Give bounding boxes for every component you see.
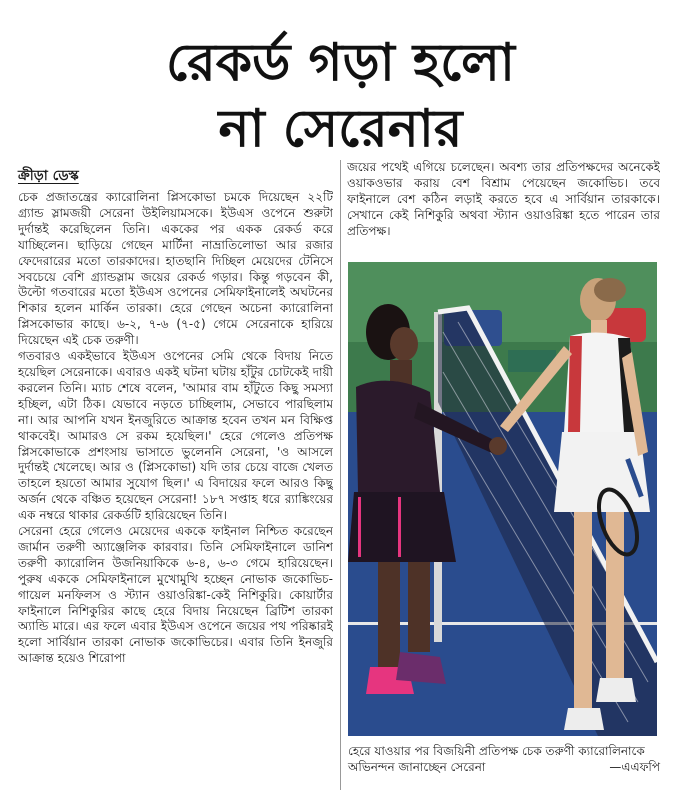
photo-caption xyxy=(348,743,660,775)
headline-line-1: রেকর্ড গড়া হলো xyxy=(166,33,515,93)
headline-line-2: না সেরেনার xyxy=(218,99,463,159)
article-left-column xyxy=(18,190,333,790)
tennis-players-illustration xyxy=(348,262,657,736)
column-divider xyxy=(340,160,341,790)
news-photo xyxy=(348,262,657,736)
article-right-column xyxy=(347,160,660,255)
byline: ক্রীড়া ডেস্ক xyxy=(18,168,79,184)
photo-credit: —এএফপি xyxy=(609,760,660,774)
headline xyxy=(0,30,681,162)
article-paragraph-1: চেক প্রজাতন্ত্রের ক্যারোলিনা প্লিসকোভা চমকে দিয়েছেন ২২টি গ্র্যান্ড স্লামজয়ী সেরেনা উইলিয়ামসকে। ইউএস ওপেনে শুরুটা দুর্দান্তই করেছিলেন তিনি। এককের পর একক রেকর্ড করে যাচ্ছিলেন। ছাড়িয়ে গেছেন মার্টিনা নাভ্রাতিলোভা আর রজার ফেদেরারের মতো তারকাদের। হাতছানি দিচ্ছিল মেয়েদের টেনিসে সবচেয়ে বেশি গ্র্যান্ডস্লাম জয়ের রেকর্ড গড়ার। কিন্তু গড়বেন কী, উল্টো গতবারের মতো ইউএস ওপেনের সেমিফাইনালেই অঘটনের শিকার হলেন মার্কিন তারকা। হেরে গেছেন অচেনা ক্যারোলিনা প্লিসকোভার কাছে। ৬-২, ৭-৬ (৭-৫) গেমে সেরেনাকে হারিয়ে দিয়েছেন এই চেক তরুণী। xyxy=(18,190,333,348)
article-paragraph-4: জয়ের পথেই এগিয়ে চলেছেন। অবশ্য তার প্রতিপক্ষদের অনেকেই ওয়াকওভার করায় বেশ বিশ্রাম পেয়েছেন জকোভিচ। তবে ফাইনালে বেশ কঠিন লড়াই করতে হবে এ সার্বিয়ান তারকাকে। সেখানে কেই নিশিকুরি অথবা স্ট্যান ওয়াওরিঙ্কা হতে পারেন তার প্রতিপক্ষ। xyxy=(347,160,660,238)
top-cut-text xyxy=(0,0,681,6)
article-paragraph-2: গতবারও একইভাবে ইউএস ওপেনের সেমি থেকে বিদায় নিতে হয়েছিল সেরেনাকে। এবারও একই ঘটনা ঘটায় হাঁটুর চোটকেই দায়ী করলেন তিনি। ম্যাচ শেষে বলেন, 'আমার বাম হাঁটুতে কিছু সমস্যা হচ্ছিল, এটা ঠিক। যেভাবে নড়তে চাচ্ছিলাম, সেভাবে পারছিলাম না। আর আপনি যখন ইনজুরিতে আক্রান্ত হবেন তখন মন বিক্ষিপ্ত থাকবেই। আমারও সে রকম হয়েছিল।' হেরে গেলেও প্রতিপক্ষ প্লিসকোভাকে প্রশংসায় ভাসাতে ভুলেননি সেরেনা, 'ও আসলে দুর্দান্তই খেলেছে। আর ও (প্লিসকোভা) যদি তার চেয়ে বাজে খেলত তাহলে হয়তো আমার সুযোগ ছিল।' এ বিদায়ের ফলে আরও কিছু অর্জন থেকে বঞ্চিত হয়েছেন সেরেনা! ১৮৭ সপ্তাহ ধরে র‍্যাঙ্কিংয়ের এক নম্বরে থাকার রেকর্ডটি হারিয়েছেন তিনি। xyxy=(18,349,333,523)
caption-text: হেরে যাওয়ার পর বিজয়িনী প্রতিপক্ষ চেক তরুণী ক্যারোলিনাকে অভিনন্দন জানাচ্ছেন সেরেনা xyxy=(348,744,645,774)
article-paragraph-3: সেরেনা হেরে গেলেও মেয়েদের এককে ফাইনাল নিশ্চিত করেছেন জার্মান তরুণী অ্যাঞ্জেলিক কারবার। তিনি সেমিফাইনালে ডানিশ তরুণী ক্যারোলিন উজনিয়াকিকে ৬-৪, ৬-৩ গেমে হারিয়েছেন। পুরুষ এককে সেমিফাইনালে মুখোমুখি হচ্ছেন নোভাক জকোভিচ-গায়েল মনফিলস ও স্ট্যান ওয়াওরিঙ্কা-কেই নিশিকুরি। কোয়ার্টার ফাইনালে নিশিকুরির কাছে হেরে বিদায় নিয়েছেন ব্রিটিশ তারকা অ্যান্ডি মারে। এর ফলে এবার ইউএস ওপেনে জয়ের পথ পরিষ্কারই হলো সার্বিয়ান তারকা নোভাক জকোভিচের। এবার তিনি ইনজুরি আক্রান্ত হয়েও শিরোপা xyxy=(18,524,333,666)
